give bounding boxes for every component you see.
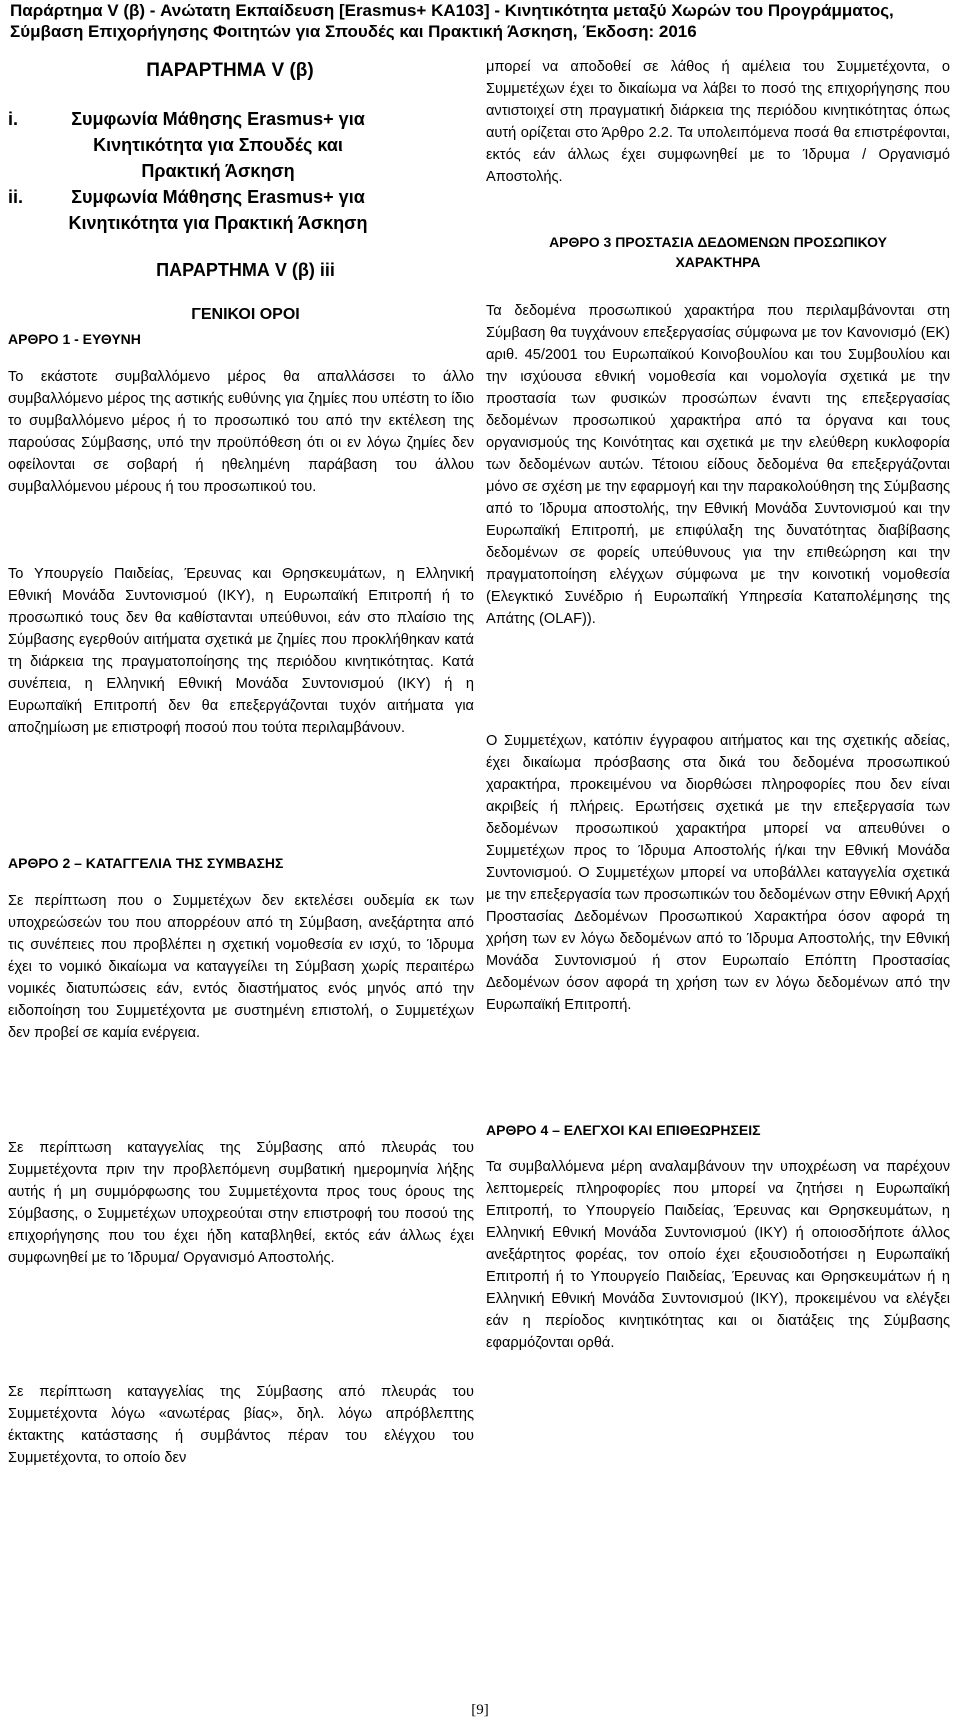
list-marker: ii. xyxy=(8,187,24,207)
article-2-title: ΑΡΘΡΟ 2 – ΚΑΤΑΓΓΕΛΙΑ ΤΗΣ ΣΥΜΒΑΣΗΣ xyxy=(8,855,284,871)
list-item-text: Συμφωνία Μάθησης Erasmus+ για Κινητικότητα για Πρακτική Άσκηση xyxy=(68,187,368,233)
document-header xyxy=(0,0,960,42)
list-item-text: Συμφωνία Μάθησης Erasmus+ για Κινητικότητα για Σπουδές και Πρακτική Άσκηση xyxy=(71,109,365,181)
article-2-paragraph-1: Σε περίπτωση που ο Συμμετέχων δεν εκτελέσει ουδεμία εκ των υποχρεώσεών του που απορρέουν από τη Σύμβαση, ανεξάρτητα από τις συνέπειες που προβλέπει η σχετική νομοθεσία εν ισχύ, το Ίδρυμα έχει το νομικό δικαίωμα να καταγγείλει τη Σύμβαση χωρίς περαιτέρω νομικές διατυπώσεις εάν, εντός διαστήματος ενός μηνός από την ειδοποίηση του Συμμετέχοντα με συστημένη επιστολή, ο Συμμετέχων δεν προβεί σε καμία ενέργεια. xyxy=(8,893,474,1041)
header-line-1: Παράρτημα V (β) - Ανώτατη Εκπαίδευση [Erasmus+ KA103] - Κινητικότητα μεταξύ Χωρών του Προγράμματος, xyxy=(10,1,894,20)
list-marker: i. xyxy=(8,109,19,129)
article-3-title: ΑΡΘΡΟ 3 ΠΡΟΣΤΑΣΙΑ ΔΕΔΟΜΕΝΩΝ ΠΡΟΣΩΠΙΚΟΥ ΧΑΡΑΚΤΗΡΑ xyxy=(549,234,887,270)
article-1-paragraph-2: Το Υπουργείο Παιδείας, Έρευνας και Θρησκευμάτων, η Ελληνική Εθνική Μονάδα Συντονισμού (ΙΚΥ), η Ευρωπαϊκή Επιτροπή ή το προσωπικό τους δεν θα καθίστανται υπεύθυνοι, εάν στο πλαίσιο της Σύμβασης εγερθούν αιτήματα σχετικά με ζημίες που προκλήθηκαν κατά τη διάρκεια της πραγματοποίησης της περιόδου κινητικότητας. Κατά συνέπεια, η Ελληνική Εθνική Μονάδα Συντονισμού (ΙΚΥ) ή η Ευρωπαϊκή Επιτροπή δεν θα επεξεργάζονται τυχόν αιτήματα για αποζημίωση με επιστροφή ποσού που τούτα περιλαμβάνουν. xyxy=(8,566,474,736)
general-terms-title: ΓΕΝΙΚΟΙ ΟΡΟΙ xyxy=(191,306,300,323)
article-3-paragraph-1: Τα δεδομένα προσωπικού χαρακτήρα που περιλαμβάνονται στη Σύμβαση θα τυγχάνουν επεξεργασίας σύμφωνα με τον Κανονισμό (ΕΚ) αριθ. 45/2001 του Ευρωπαϊκού Κοινοβουλίου και του Συμβουλίου και την ισχύουσα εθνική νομοθεσία και νομολογία σχετικά με την προστασία των φυσικών προσώπων έναντι της επεξεργασίας δεδομένων προσωπικού χαρακτήρα από τα όργανα και τους οργανισμούς της Κοινότητας και σχετικά με την ελεύθερη κυκλοφορία των δεδομένων αυτών. Τέτοιου είδους δεδομένα θα επεξεργάζονται μόνο σε σχέση με την εφαρμογή και την παρακολούθηση της Σύμβασης από το Ίδρυμα αποστολής, την Εθνική Μονάδα Συντονισμού και την Ευρωπαϊκή Επιτροπή, με επιφύλαξη της δυνατότητας διαβίβασης δεδομένων σε φορείς υπεύθυνους για την επιθεώρηση και την πραγματοποίηση ελέγχων σύμφωνα με την κοινοτική νομοθεσία (Ελεγκτικό Συνέδριο ή Ευρωπαϊκή Υπηρεσία Καταπολέμησης της Απάτης (OLAF)). xyxy=(486,303,950,627)
article-1-paragraph-1: Το εκάστοτε συμβαλλόμενο μέρος θα απαλλάσσει το άλλο συμβαλλόμενο μέρος της αστικής ευθύνης για ζημίες που υπέστη το ίδιο το συμβαλλόμενο μέρος ή το προσωπικό του από την εκτέλεση της παρούσας Σύμβασης, υπό την προϋπόθεση ότι οι εν λόγω ζημίες δεν οφείλονται σε σοβαρή ή ηθελημένη παράβαση του άλλου συμβαλλόμενου μέρους ή του προσωπικού του. xyxy=(8,369,474,495)
article-2-paragraph-3: Σε περίπτωση καταγγελίας της Σύμβασης από πλευράς του Συμμετέχοντα λόγω «ανωτέρας βίας», δηλ. λόγω απρόβλεπτης έκτακτης κατάστασης ή συμβάντος πέραν του ελέγχου του Συμμετέχοντα, το οποίο δεν xyxy=(8,1384,474,1466)
article-4-title: ΑΡΘΡΟ 4 – ΕΛΕΓΧΟΙ ΚΑΙ ΕΠΙΘΕΩΡΗΣΕΙΣ xyxy=(486,1122,761,1138)
annex-subtitle: ΠΑΡΑΡΤΗΜΑ V (β) iii xyxy=(156,260,335,280)
article-2-paragraph-3-continued: μπορεί να αποδοθεί σε λάθος ή αμέλεια του Συμμετέχοντα, ο Συμμετέχων έχει το δικαίωμα να λάβει το ποσό της επιχορήγησης που αντιστοιχεί στη πραγματική διάρκεια της περιόδου κινητικότητας όπως αυτή ορίζεται στο Άρθρο 2.2. Τα υπολειπόμενα ποσά θα επιστρέφονται, εκτός εάν άλλως έχει συμφωνηθεί με το Ίδρυμα / Οργανισμό Αποστολής. xyxy=(486,59,950,185)
header-line-2: Σύμβαση Επιχορήγησης Φοιτητών για Σπουδές και Πρακτική Άσκηση, Έκδοση: 2016 xyxy=(10,22,697,41)
article-1-title: ΑΡΘΡΟ 1 - ΕΥΘΥΝΗ xyxy=(8,331,141,347)
article-2-paragraph-2: Σε περίπτωση καταγγελίας της Σύμβασης από πλευράς του Συμμετέχοντα πριν την προβλεπόμενη συμβατική ημερομηνία λήξης αυτής ή μη συμμόρφωσης του Συμμετέχοντα προς τους όρους της Σύμβασης, ο Συμμετέχων υποχρεούται στην επιστροφή του ποσού της επιχορήγησης που του έχει ήδη καταβληθεί, εκτός εάν άλλως έχει συμφωνηθεί με το Ίδρυμα/ Οργανισμό Αποστολής. xyxy=(8,1140,474,1266)
page-number: [9] xyxy=(471,1702,489,1718)
annex-title: ΠΑΡΑΡΤΗΜΑ V (β) xyxy=(146,60,314,81)
article-4-paragraph-1: Τα συμβαλλόμενα μέρη αναλαμβάνουν την υποχρέωση να παρέχουν λεπτομερείς πληροφορίες που μπορεί να ζητήσει η Ευρωπαϊκή Επιτροπή, το Υπουργείο Παιδείας, Έρευνας και Θρησκευμάτων, η Ελληνική Εθνική Μονάδα Συντονισμού (ΙΚΥ) ή οποιοσδήποτε άλλος ανεξάρτητος φορέας, τον οποίο έχει εξουσιοδοτήσει η Ευρωπαϊκή Επιτροπή ή το Υπουργείο Παιδείας, Έρευνας και Θρησκευμάτων ή η Ελληνική Εθνική Μονάδα Συντονισμού (ΙΚΥ), προκειμένου να ελέγξει εάν η περίοδος κινητικότητας και οι διατάξεις της Σύμβασης εφαρμόζονται ορθά. xyxy=(486,1159,950,1351)
article-3-paragraph-2: Ο Συμμετέχων, κατόπιν έγγραφου αιτήματος και της σχετικής αδείας, έχει δικαίωμα πρόσβασης στα δικά του δεδομένα προσωπικού χαρακτήρα, προκειμένου να διορθώσει πληροφορίες που δεν είναι ακριβείς ή πλήρεις. Ερωτήσεις σχετικά με την επεξεργασία των δεδομένων προσωπικού χαρακτήρα μπορεί να απευθύνει ο Συμμετέχων προς το Ίδρυμα Αποστολής ή/και την Εθνική Μονάδα Συντονισμού. Ο Συμμετέχων μπορεί να υποβάλλει καταγγελία σχετικά με την επεξεργασία των προσωπικών του δεδομένων στην Εθνική Αρχή Προστασίας Δεδομένων Προσωπικού Χαρακτήρα όσον αφορά τη χρήση των εν λόγω δεδομένων από το Ίδρυμα Αποστολής, την Εθνική Μονάδα Συντονισμού ή στον Ευρωπαίο Επόπτη Προστασίας Δεδομένων όσον αφορά τη χρήση των εν λόγω δεδομένων από την Ευρωπαϊκή Επιτροπή. xyxy=(486,733,950,1013)
